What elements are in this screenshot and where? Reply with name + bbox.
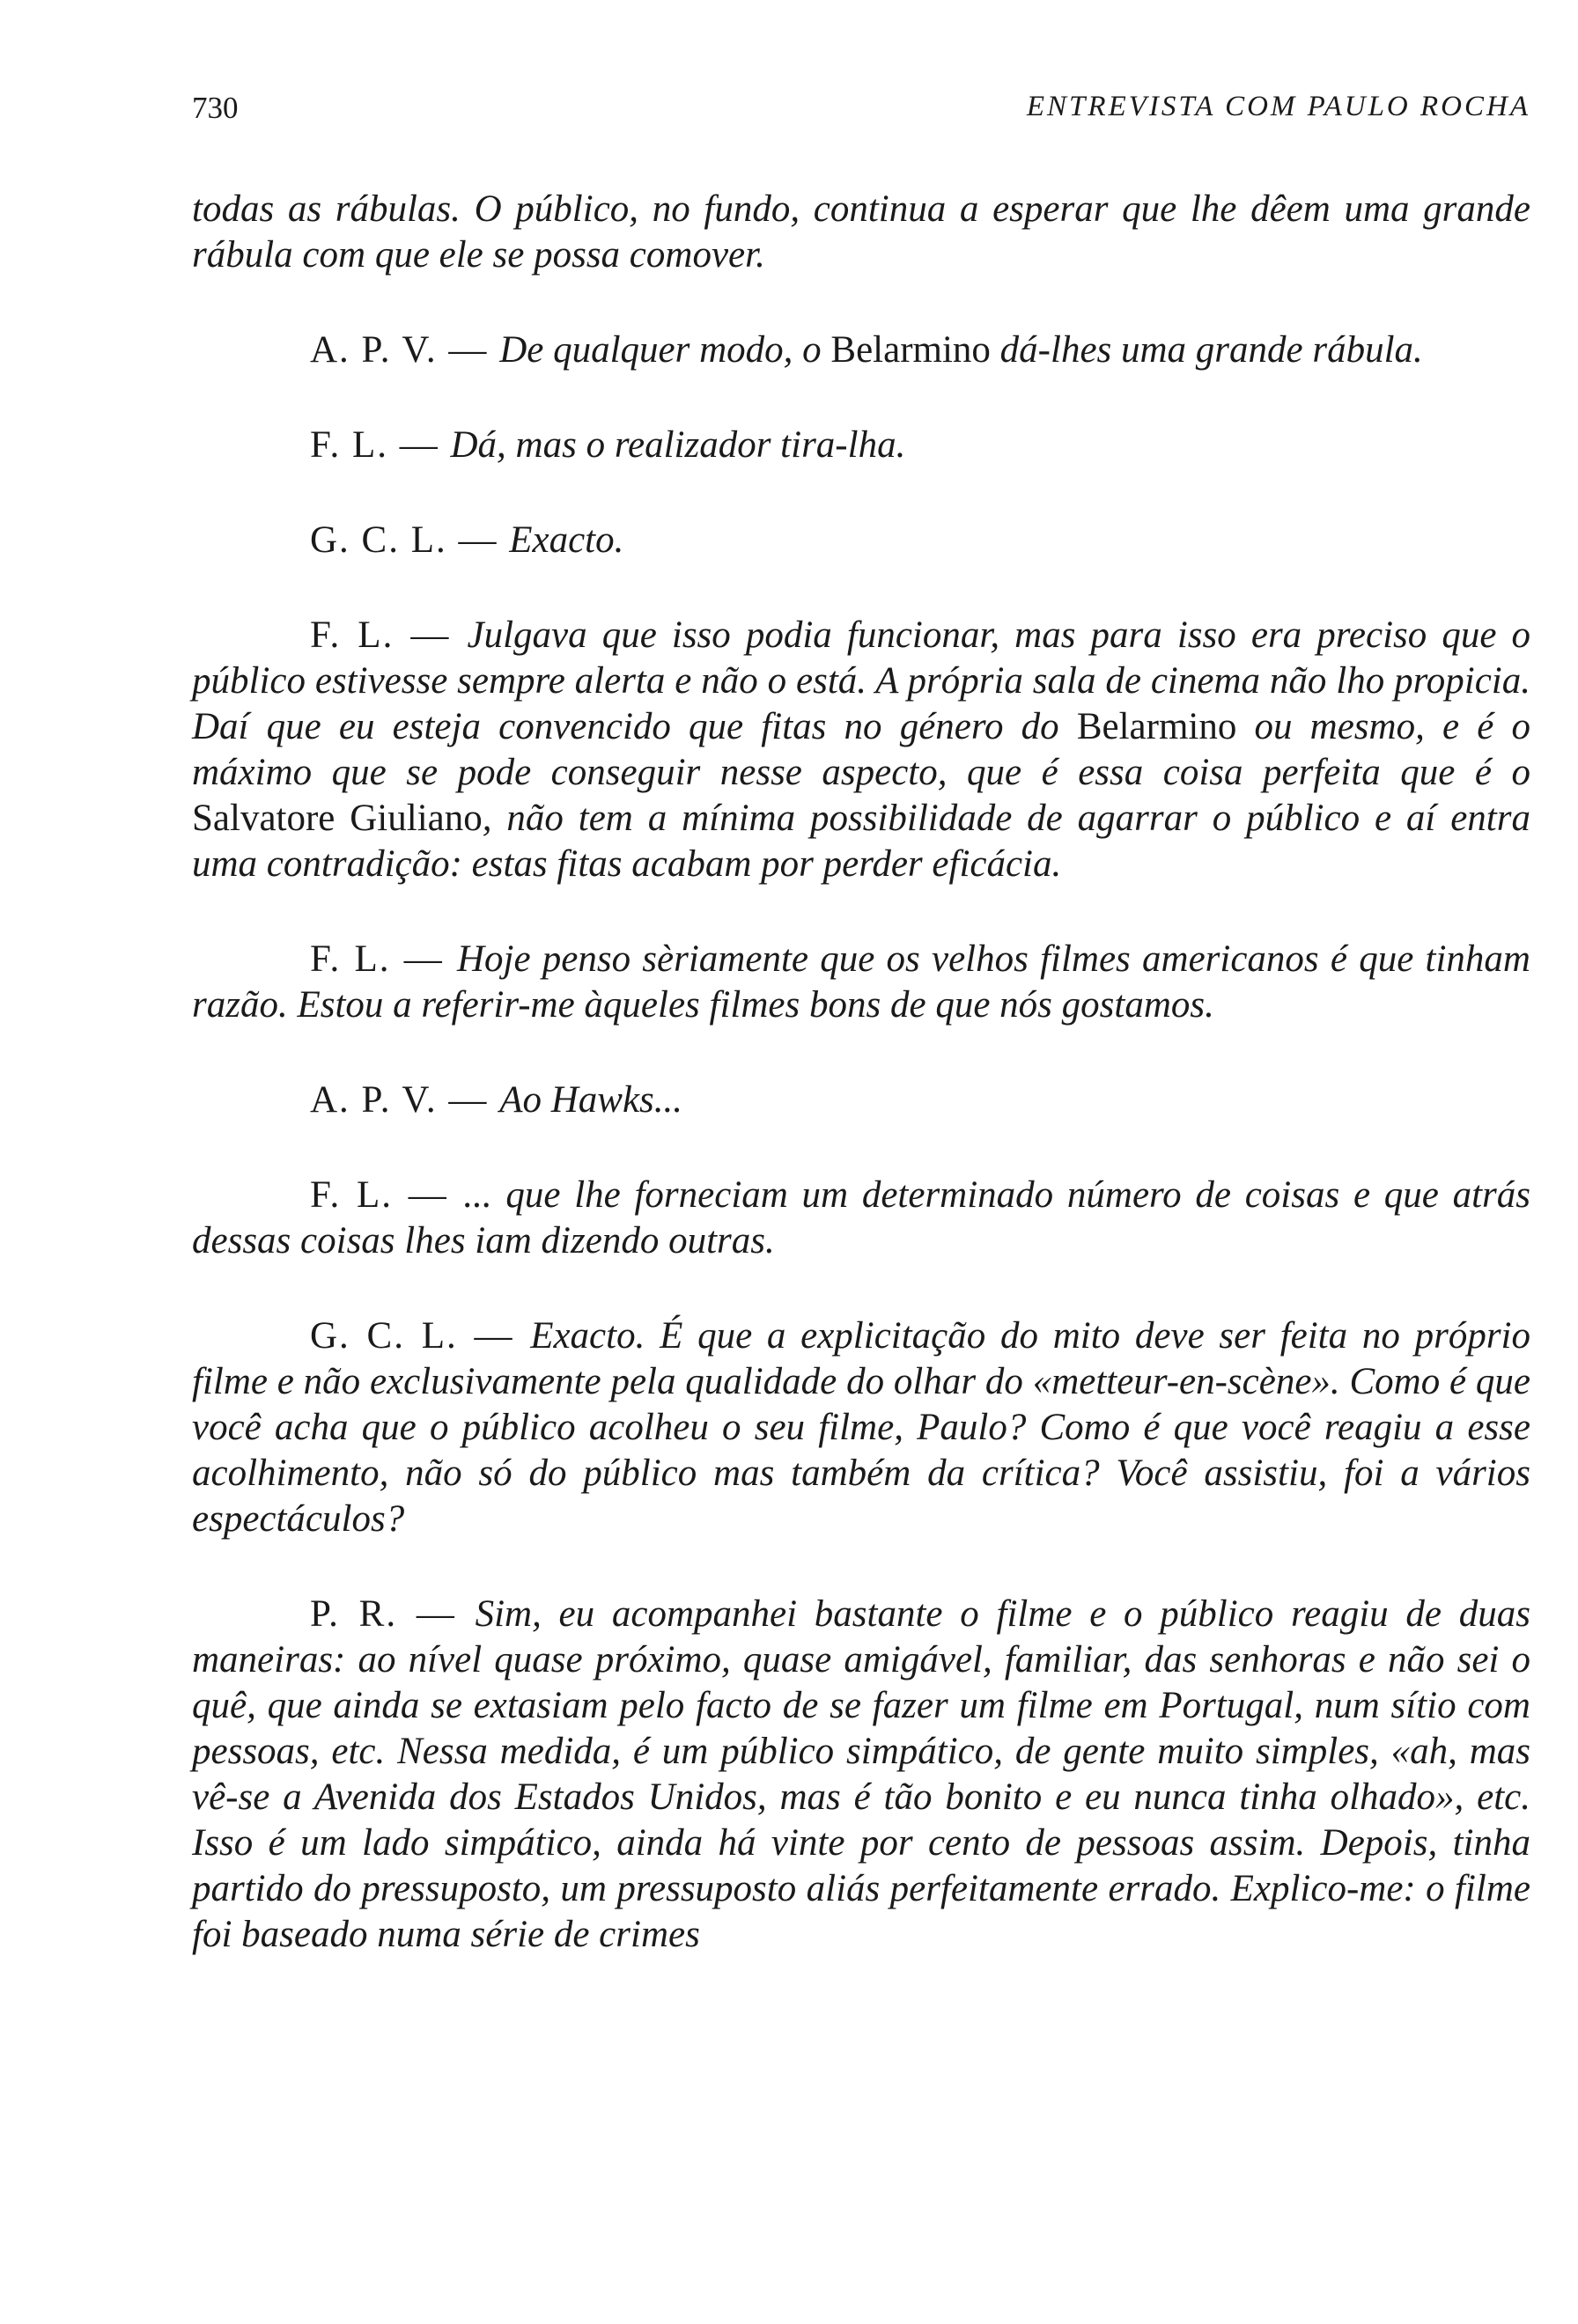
film-title: Belarmino <box>830 329 991 371</box>
speech-text: Sim, eu acompanhei bastante o filme e o público reagiu de duas maneiras: ao nível quase próximo, quase amigável, familiar, das senhoras e não sei o quê, que ainda se extasiam pelo facto de se fazer um filme em Portugal, num sítio com pessoas, etc. Nessa medida, é um público simpático, de gente muito simples, «ah, mas vê-se a Avenida dos Estados Unidos, mas é tão bonito e eu nunca tinha olhado», etc. Isso é um lado simpático, ainda há vinte por cento de pessoas assim. Depois, tinha partido do pressuposto, um pressuposto aliás perfeitamente errado. Explico-me: o filme foi baseado numa série de crimes <box>192 1593 1530 1955</box>
interview-text <box>192 187 1530 2007</box>
speech-text: ... que lhe forneciam um determinado número de coisas e que atrás dessas coisas lhes iam dizendo outras. <box>192 1174 1530 1261</box>
speaker-label: G. C. L. — <box>310 1315 531 1357</box>
speaker-label: P. R. — <box>310 1593 476 1635</box>
speech-text: Dá, mas o realizador tira-lha. <box>450 424 906 466</box>
running-title: ENTREVISTA COM PAULO ROCHA <box>1026 91 1530 122</box>
speaker-label: F. L. — <box>310 1174 464 1216</box>
paragraph <box>192 1592 1530 1958</box>
speech-text: De qualquer modo, o <box>499 329 831 371</box>
speech-text: ou mesmo, e é o máximo que se pode conseguir nesse aspecto, que é essa coisa perfeita que é o <box>192 706 1530 793</box>
speaker-label: A. P. V. — <box>310 329 500 371</box>
paragraph <box>192 423 1530 468</box>
page-header <box>192 91 1530 135</box>
speech-text: dá-lhes uma grande rábula. <box>990 329 1423 371</box>
speaker-label: F. L. — <box>310 614 468 656</box>
paragraph <box>192 1077 1530 1123</box>
speech-text: Hoje penso sèriamente que os velhos filmes americanos é que tinham razão. Estou a referir-me àqueles filmes bons de que nós gostamos. <box>192 938 1530 1026</box>
paragraph <box>192 327 1530 373</box>
speaker-label: F. L. — <box>310 938 457 980</box>
paragraph <box>192 518 1530 563</box>
paragraph <box>192 187 1530 278</box>
paragraph <box>192 1313 1530 1542</box>
speech-text: Exacto. <box>509 519 624 561</box>
speech-text: Julgava que isso podia funcionar, mas para isso era preciso que o público estivesse sempre alerta e não o está. A própria sala de cinema não lho propicia. Daí que eu esteja convencido que fitas no género do <box>192 614 1530 747</box>
paragraph <box>192 937 1530 1028</box>
paragraph <box>192 613 1530 887</box>
speech-text: Exacto. É que a explicitação do mito deve ser feita no próprio filme e não exclusivamente pela qualidade do olhar do «metteur-en-scène». Como é que você acha que o público acolheu o seu filme, Paulo? Como é que você reagiu a esse acolhimento, não só do público mas também da crítica? Você assistiu, foi a vários espectáculos? <box>192 1315 1531 1540</box>
speaker-label: A. P. V. — <box>310 1079 500 1121</box>
paragraph <box>192 1173 1530 1264</box>
speaker-label: G. C. L. — <box>310 519 510 561</box>
speaker-label: F. L. — <box>310 424 451 466</box>
speech-text: todas as rábulas. O público, no fundo, continua a esperar que lhe dêem uma grande rábula com que ele se possa comover. <box>192 188 1530 276</box>
film-title: Salvatore Giuliano <box>192 798 483 839</box>
page-number: 730 <box>192 91 239 125</box>
speech-text: Ao Hawks... <box>499 1079 683 1121</box>
speech-text: , não tem a mínima possibilidade de agarrar o público e aí entra uma contradição: estas fitas acabam por perder eficácia. <box>192 798 1530 885</box>
film-title: Belarmino <box>1076 706 1237 747</box>
